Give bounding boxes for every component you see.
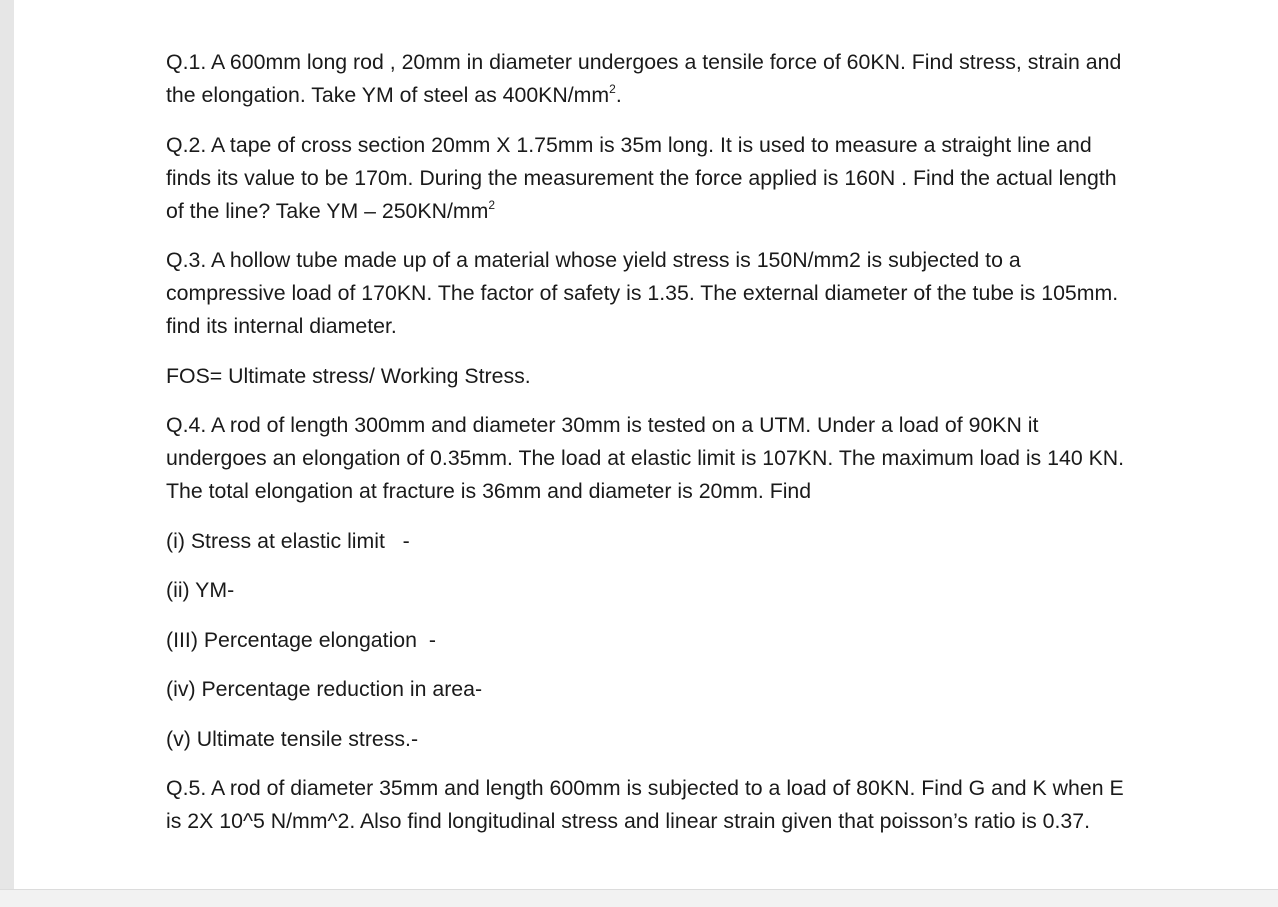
question-4-part-i-text: (i) Stress at elastic limit - (166, 528, 410, 553)
question-4 (166, 409, 1130, 508)
question-1-tail: . (615, 83, 622, 107)
bottom-page-gap (0, 889, 1278, 907)
question-5-text: Q.5. A rod of diameter 35mm and length 600mm is subjected to a load of 80KN. Find G and K when E is 2X 10^5 N/mm^2. Also find longitudinal stress and linear strain given that poisson’s ratio is 0.37. (166, 776, 1130, 833)
question-4-part-iii (166, 624, 1126, 657)
left-margin-strip (0, 0, 14, 889)
fos-formula-text: FOS= Ultimate stress/ Working Stress. (166, 363, 531, 388)
question-4-part-iv-text: (iv) Percentage reduction in area- (166, 677, 483, 701)
question-2-text: Q.2. A tape of cross section 20mm X 1.75mm is 35m long. It is used to measure a straight line and finds its value to be 170m. During the measurement the force applied is 160N . Find the actual length of the line? Take YM – 250KN/mm (166, 132, 1123, 223)
question-1 (166, 46, 1126, 112)
fos-formula (166, 360, 1126, 393)
question-4-part-ii (166, 574, 1126, 607)
question-3-text: Q.3. A hollow tube made up of a material whose yield stress is 150N/mm2 is subjected to a compressive load of 170KN. The factor of safety is 1.35. The external diameter of the tube is 105mm. find its internal diameter. (166, 248, 1125, 338)
question-2-superscript: 2 (488, 197, 496, 212)
document-page (14, 0, 1278, 889)
question-1-text: Q.1. A 600mm long rod , 20mm in diameter undergoes a tensile force of 60KN. Find stress, strain and the elongation. Take YM of steel as 400KN/mm (166, 50, 1128, 107)
question-4-part-ii-text: (ii) YM- (166, 578, 235, 602)
question-2 (166, 129, 1126, 228)
question-4-part-v (166, 723, 1126, 756)
document-body (166, 46, 1130, 855)
question-4-part-i (166, 525, 1126, 558)
question-1-superscript: 2 (609, 82, 616, 96)
question-4-part-v-text: (v) Ultimate tensile stress.- (166, 726, 419, 751)
question-4-text: Q.4. A rod of length 300mm and diameter 30mm is tested on a UTM. Under a load of 90KN it undergoes an elongation of 0.35mm. The load at elastic limit is 107KN. The maximum load is 140 KN. The total elongation at fracture is 36mm and diameter is 20mm. Find (166, 413, 1130, 503)
question-3 (166, 244, 1126, 343)
question-5 (166, 772, 1130, 838)
question-4-part-iv (166, 673, 1126, 706)
question-4-part-iii-text: (III) Percentage elongation - (166, 627, 436, 652)
